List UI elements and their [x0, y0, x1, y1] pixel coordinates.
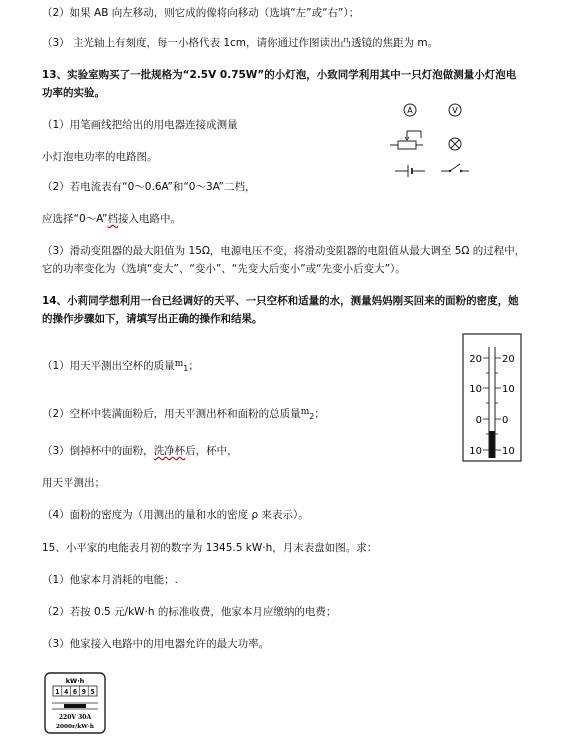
svg-text:10: 10 [502, 446, 515, 457]
q13-part2-line1: （2）若电流表有“0～0.6A”和“0～3A”二档， [42, 181, 256, 193]
meter-digits [53, 686, 97, 696]
battery-symbol [395, 165, 425, 177]
q15-part2: （2）若按 0.5 元/kW·h 的标准收费，他家本月应缴纳的电费； [42, 606, 337, 618]
svg-text:6: 6 [72, 688, 78, 696]
q14-part3-wavy: 洗净杯 [153, 445, 186, 457]
q14-stem-line1: 14、小莉同学想利用一台已经调好的天平、一只空杯和适量的水，测量妈妈刚买回来的面粉的密度，她 [42, 295, 519, 307]
q14-part1 [42, 357, 199, 376]
q13-part2-wavy: 档 [107, 213, 118, 225]
svg-text:20: 20 [469, 354, 482, 365]
q12-part2: （2）如果 AB 向左移动，则它成的像将向移动（选填“左”或“右”）； [42, 7, 360, 19]
q14-part3-line2: 用天平测出； [42, 477, 105, 489]
voltmeter-label: V [452, 106, 458, 115]
q14-part1-pre: （1）用天平测出空杯的质量 [42, 360, 175, 372]
q14-part2-var: m [300, 407, 310, 417]
q13-part2-post: 接入电路中。 [117, 213, 181, 225]
svg-text:9: 9 [81, 688, 86, 696]
q15-stem: 15、小平家的电能表月初的数字为 1345.5 kW·h，月末表盘如图。求： [42, 542, 378, 554]
q14-part1-post: ； [188, 360, 199, 372]
q14-part2-sub: 2 [309, 412, 315, 421]
q15-part1: （1）他家本月消耗的电能；. [42, 574, 179, 586]
q14-part4: （4）面粉的密度为（用测出的量和水的密度 ρ 来表示）。 [42, 509, 309, 521]
svg-text:0: 0 [502, 415, 509, 426]
svg-text:10: 10 [469, 446, 482, 457]
q15-part3: （3）他家接入电路中的用电器允许的最大功率。 [42, 638, 270, 650]
q13-stem-line1: 13、实验室购买了一批规格为“2.5V 0.75W”的小灯泡，小致同学利用其中一只灯泡做测量小灯泡电 [42, 69, 517, 81]
electric-meter-figure [44, 672, 106, 734]
svg-text:1: 1 [55, 688, 60, 696]
q14-part3-post: 后，杯中， [185, 445, 238, 457]
q14-part3-line1 [42, 444, 238, 458]
thermometer-figure [462, 333, 522, 463]
meter-rating: 220V 30A [58, 714, 92, 721]
mercury-column [490, 431, 495, 458]
q13-part2-line2 [42, 212, 181, 226]
q14-part1-var: m [174, 359, 184, 369]
q13-part3-line1: （3）滑动变阻器的最大阻值为 15Ω，电源电压不变，将滑动变阻器的电阻值从最大调至 5Ω 的过程中， [42, 245, 526, 257]
svg-text:5: 5 [90, 688, 95, 696]
meter-revolutions: 2000r/kW·h [55, 724, 95, 730]
q14-part3-pre: （3）倒掉杯中的面粉， [42, 445, 154, 457]
q14-part2-post: ； [314, 408, 325, 420]
q13-part1-line2: 小灯泡电功率的电路图。 [42, 151, 158, 163]
q14-part2-pre: （2）空杯中装满面粉后，用天平测出杯和面粉的总质量 [42, 408, 301, 420]
q13-stem-line2: 功率的实验。 [42, 87, 105, 99]
q14-part1-sub: 1 [183, 364, 189, 373]
q13-part1-line1: （1）用笔画线把给出的用电器连接成测量 [42, 119, 238, 131]
svg-text:10: 10 [469, 384, 482, 395]
rheostat-symbol [390, 131, 423, 149]
svg-text:10: 10 [502, 384, 515, 395]
q14-stem-line2: 的操作步骤如下，请填写出正确的操作和结果。 [42, 313, 263, 325]
meter-unit: kW·h [65, 677, 85, 685]
ammeter-label: A [407, 106, 413, 115]
lamp-symbol [449, 138, 461, 150]
q14-part2 [42, 405, 325, 424]
q12-part3: （3） 主光轴上有刻度，每一小格代表 1cm，请你通过作图读出凸透镜的焦距为 m。 [42, 37, 439, 49]
switch-symbol [441, 164, 469, 172]
svg-text:20: 20 [502, 354, 515, 365]
q13-part2-pre: 应选择“0～A” [42, 213, 108, 225]
circuit-components-figure [385, 100, 475, 180]
svg-text:0: 0 [475, 415, 482, 426]
q13-part3-line2: 它的功率变化为（选填“变大”、“变小”、“先变大后变小”或“先变小后变大”）。 [42, 263, 406, 275]
svg-text:4: 4 [64, 688, 69, 696]
